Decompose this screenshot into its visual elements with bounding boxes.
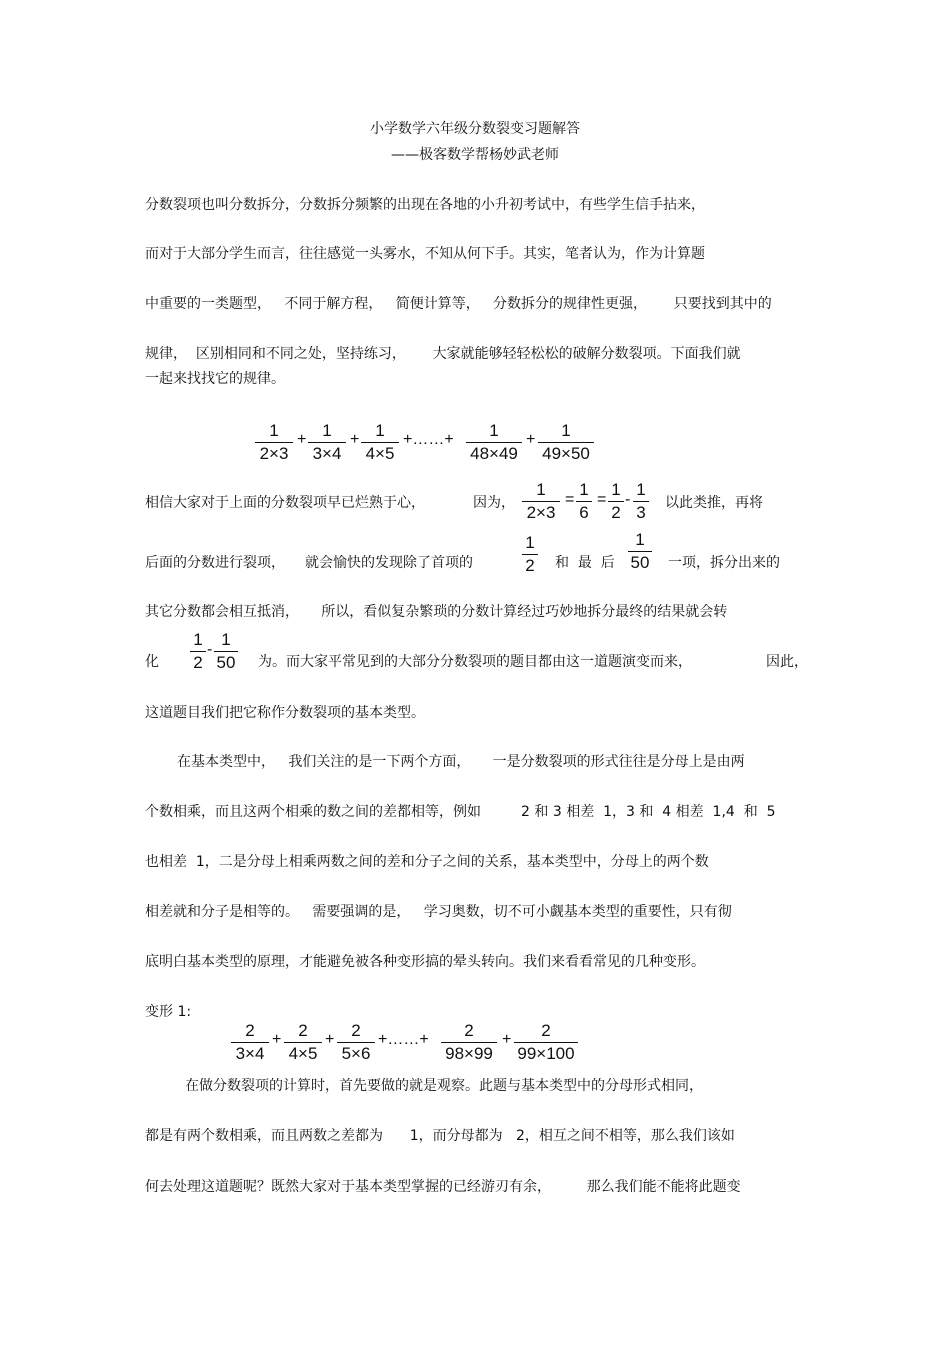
text-line: 因此， xyxy=(766,654,808,670)
fraction: 1 2 xyxy=(522,533,538,575)
fraction: 1 3×4 xyxy=(308,421,346,463)
text-line: 规律， 区别相同和不同之处，坚持练习， 大家就能够轻轻松松的破解分数裂项。下面我们就 xyxy=(145,346,741,362)
fraction: 1 2×3 xyxy=(255,421,293,463)
ellipsis: +……+ xyxy=(403,431,454,448)
plus-sign: + xyxy=(297,431,307,448)
text-line: 其它分数都会相互抵消， 所以，看似复杂繁琐的分数计算经过巧妙地拆分最终的结果就会转 xyxy=(145,604,728,620)
text-line: 以此类推，再将 xyxy=(665,495,763,511)
text-line: 个数相乘，而且这两个相乘的数之间的差都相等，例如 2 和 3 相差 1，3 和 4 相差 1,4 和 5 xyxy=(145,804,776,820)
plus-sign: + xyxy=(526,431,536,448)
text-line: 就会愉快的发现除了首项的 xyxy=(305,555,473,571)
text-line: 相信大家对于上面的分数裂项早已烂熟于心， xyxy=(145,495,425,511)
fraction: 2 98×99 xyxy=(441,1021,497,1063)
fraction: 1 6 xyxy=(576,480,592,522)
fraction: 1 3 xyxy=(633,480,649,522)
fraction: 2 3×4 xyxy=(231,1021,269,1063)
equals-sign: = xyxy=(597,491,607,508)
text-line: 也相差 1，二是分母上相乘两数之间的差和分子之间的关系，基本类型中，分母上的两个数 xyxy=(145,854,709,870)
fraction: 1 2 xyxy=(190,630,206,672)
text-line: 一项，拆分出来的 xyxy=(668,555,780,571)
text-line: 后面的分数进行裂项， xyxy=(145,555,285,571)
text-line: 为。而大家平常见到的大部分分数裂项的题目都由这一道题演变而来， xyxy=(258,654,692,670)
fraction: 2 4×5 xyxy=(284,1021,322,1063)
text-line: 在做分数裂项的计算时，首先要做的就是观察。此题与基本类型中的分母形式相同， xyxy=(185,1078,703,1094)
page-title: 小学数学六年级分数裂变习题解答 xyxy=(370,121,580,137)
text-line: 底明白基本类型的原理，才能避免被各种变形搞的晕头转向。我们来看看常见的几种变形。 xyxy=(145,954,705,970)
text-line: 而对于大部分学生而言，往往感觉一头雾水，不知从何下手。其实，笔者认为，作为计算题 xyxy=(145,246,705,262)
fraction: 2 99×100 xyxy=(514,1021,578,1063)
fraction: 1 49×50 xyxy=(538,421,594,463)
fraction: 2 5×6 xyxy=(337,1021,375,1063)
plus-sign: + xyxy=(272,1031,282,1048)
fraction: 1 2 xyxy=(608,480,624,522)
fraction: 1 48×49 xyxy=(466,421,522,463)
equals-sign: = xyxy=(565,491,575,508)
text-line: 相差就和分子是相等的。 需要强调的是， 学习奥数，切不可小觑基本类型的重要性，只有彻 xyxy=(145,904,732,920)
plus-sign: + xyxy=(350,431,360,448)
text-line: 化 xyxy=(145,654,159,670)
section-label: 变形 1: xyxy=(145,1004,192,1020)
text-line: 这道题目我们把它称作分数裂项的基本类型。 xyxy=(145,705,425,721)
fraction: 1 50 xyxy=(214,630,238,672)
page-subtitle: ——极客数学帮杨妙武老师 xyxy=(391,147,559,163)
text-line: 分数裂项也叫分数拆分，分数拆分频繁的出现在各地的小升初考试中，有些学生信手拈来， xyxy=(145,197,705,213)
text-line: 中重要的一类题型， 不同于解方程， 简便计算等， 分数拆分的规律性更强， 只要找到其中的 xyxy=(145,296,772,312)
plus-sign: + xyxy=(325,1031,335,1048)
minus-sign: - xyxy=(625,491,631,508)
text-line: 和 最 后 xyxy=(555,555,615,571)
text-line: 何去处理这道题呢？既然大家对于基本类型掌握的已经游刃有余， 那么我们能不能将此题变 xyxy=(145,1179,741,1195)
minus-sign: - xyxy=(207,641,213,658)
ellipsis: +……+ xyxy=(378,1031,429,1048)
fraction: 1 50 xyxy=(628,530,652,572)
fraction: 1 2×3 xyxy=(522,480,560,522)
fraction: 1 4×5 xyxy=(361,421,399,463)
text-line: 因为， xyxy=(473,495,515,511)
text-line: 在基本类型中， 我们关注的是一下两个方面， 一是分数裂项的形式往往是分母上是由两 xyxy=(177,754,745,770)
text-line: 都是有两个数相乘，而且两数之差都为 1，而分母都为 2，相互之间不相等，那么我们该如 xyxy=(145,1128,735,1144)
text-line: 一起来找找它的规律。 xyxy=(145,371,285,387)
plus-sign: + xyxy=(502,1031,512,1048)
